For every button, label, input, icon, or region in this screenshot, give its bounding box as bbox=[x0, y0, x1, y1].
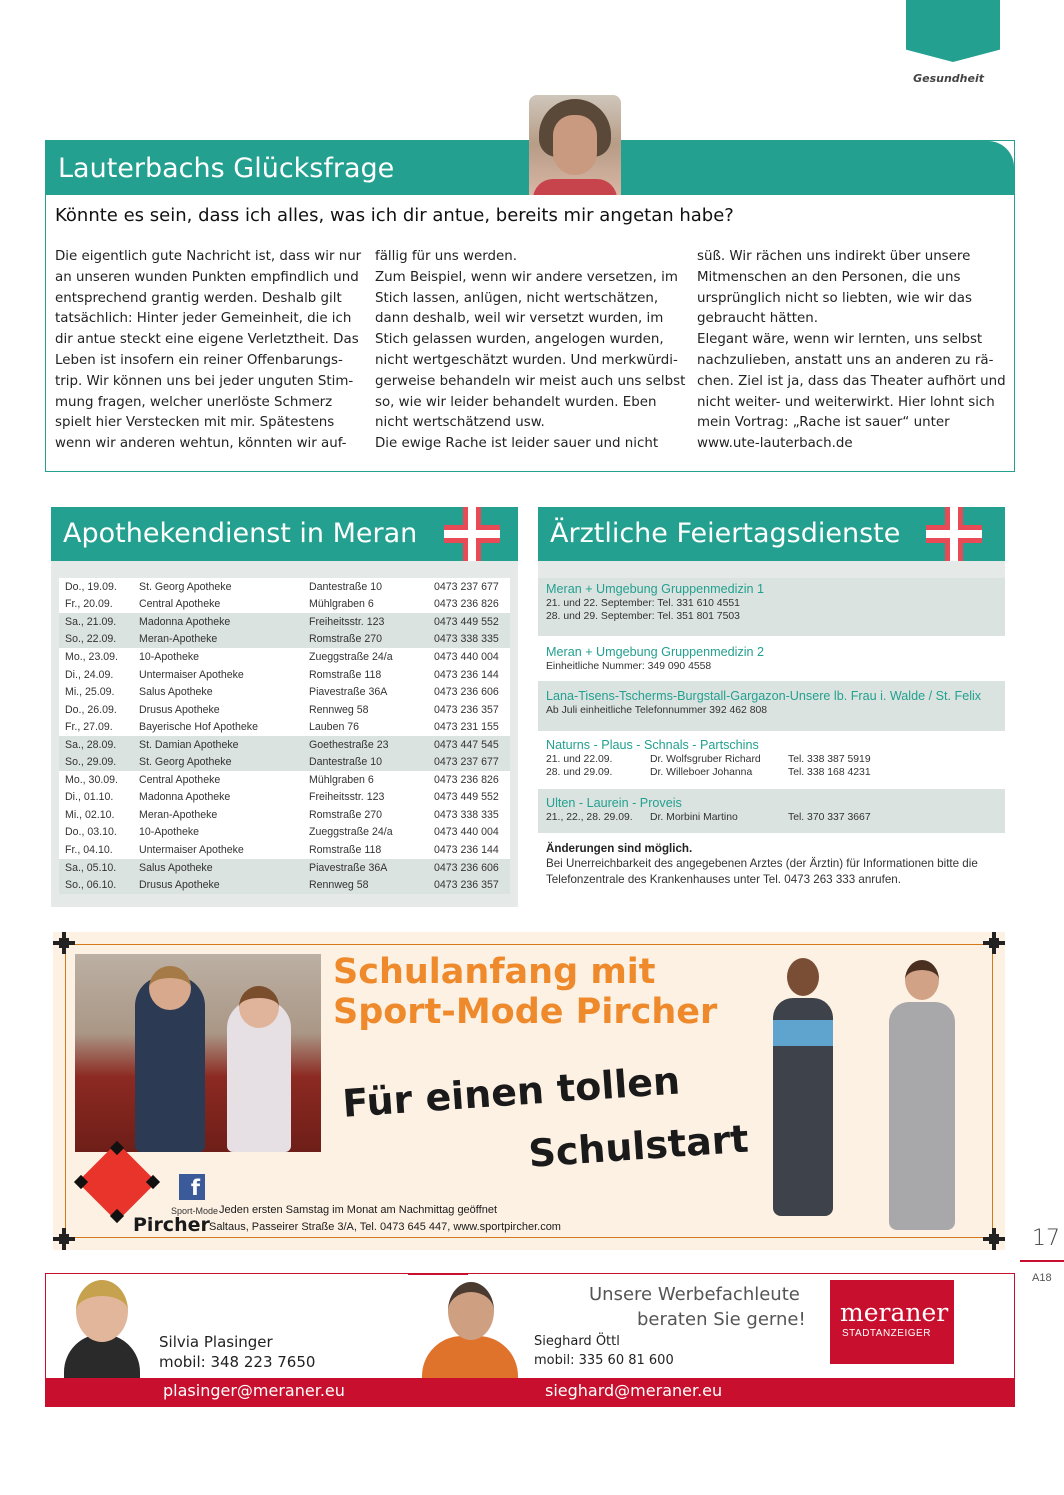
pharmacy-date: So., 22.09. bbox=[65, 633, 117, 646]
doctor-line: 28. und 29.09. Dr. Willeboer Johanna Tel. 338 168 4231 bbox=[546, 767, 871, 778]
pharmacy-name: Untermaiser Apotheke bbox=[139, 668, 244, 681]
pharmacy-date: Do., 26.09. bbox=[65, 703, 117, 716]
page-rule bbox=[1020, 1260, 1064, 1262]
pharmacy-name: Meran-Apotheke bbox=[139, 633, 218, 646]
pharmacy-row bbox=[59, 824, 510, 842]
pharmacy-address: Piavestraße 36A bbox=[309, 686, 388, 699]
page-code: A18 bbox=[1032, 1272, 1052, 1284]
pharmacy-name: Drusus Apotheke bbox=[139, 879, 220, 892]
pharmacy-address: Lauben 76 bbox=[309, 721, 360, 734]
section-tab-marker bbox=[906, 0, 1000, 62]
doctor-note bbox=[538, 833, 1005, 907]
banner-slogan-1: Unsere Werbefachleute bbox=[589, 1284, 800, 1305]
contact-banner bbox=[45, 1273, 1015, 1405]
facebook-icon[interactable]: f bbox=[179, 1174, 205, 1200]
pharmacy-name: Drusus Apotheke bbox=[139, 703, 220, 716]
advertisement bbox=[53, 932, 1005, 1250]
pharmacy-phone: 0473 236 826 bbox=[434, 773, 499, 786]
pharmacy-date: Fr., 20.09. bbox=[65, 598, 113, 611]
pharmacy-row bbox=[59, 648, 510, 666]
pharmacy-row bbox=[59, 631, 510, 649]
pharmacy-name: Salus Apotheke bbox=[139, 861, 213, 874]
pharmacy-date: Sa., 05.10. bbox=[65, 861, 117, 874]
pharmacy-date: Fr., 27.09. bbox=[65, 721, 113, 734]
ad-headline: Schulanfang mit Sport-Mode Pircher bbox=[333, 952, 718, 1032]
pharmacy-row bbox=[59, 859, 510, 877]
doctor-group-4 bbox=[538, 731, 1005, 789]
page-number: 17 bbox=[1032, 1226, 1060, 1251]
pharmacy-date: Sa., 21.09. bbox=[65, 615, 117, 628]
banner-slogan-2: beraten Sie gerne! bbox=[637, 1309, 806, 1330]
pharmacy-address: Romstraße 118 bbox=[309, 843, 382, 856]
article-column-3: süß. Wir rächen uns indirekt über unsere Mitmenschen an den Personen, die uns ursprünglich nicht so liebten, wie wir das gebraucht hätten. Elegant wäre, wenn wir lernten, uns selbst nachzulieben, anstatt uns an anderen zu rä- chen. Ziel ist ja, dass das Theater aufhört und nicht weiter- und weiterwirkt. Hier lohnt sich mein Vortrag: „Rache ist sauer“ unter www.ute-lauterbach.de bbox=[697, 249, 1006, 452]
pharmacy-row bbox=[59, 736, 510, 754]
doctor-group-title: Lana-Tisens-Tscherms-Burgstall-Gargazon-Unsere lb. Frau i. Walde / St. Felix bbox=[546, 689, 982, 703]
pharmacy-phone: 0473 338 335 bbox=[434, 808, 499, 821]
article-body bbox=[55, 247, 1005, 461]
pharmacy-address: Zueggstraße 24/a bbox=[309, 826, 393, 839]
brand-subtitle: Sport-Mode bbox=[171, 1206, 219, 1216]
teen-girl-photo bbox=[889, 1002, 955, 1230]
pharmacy-name: Central Apotheke bbox=[139, 598, 221, 611]
ad-slogan-line-2: Schulstart bbox=[527, 1116, 750, 1176]
pharmacy-date: Do., 19.09. bbox=[65, 580, 117, 593]
pharmacy-address: Dantestraße 10 bbox=[309, 756, 383, 769]
doctor-line: 21. und 22. September: Tel. 331 610 4551 bbox=[546, 598, 740, 609]
ad-slogan-line-1: Für einen tollen bbox=[341, 1058, 682, 1126]
crop-mark bbox=[53, 932, 75, 954]
doctor-group-2 bbox=[538, 636, 1005, 681]
pharmacy-name: 10-Apotheke bbox=[139, 650, 200, 663]
doctor-group-title: Ulten - Laurein - Proveis bbox=[546, 796, 682, 810]
crop-mark bbox=[53, 1228, 75, 1250]
pharmacy-name: 10-Apotheke bbox=[139, 826, 200, 839]
contact-email-bar bbox=[45, 1378, 1015, 1407]
article-box bbox=[45, 140, 1015, 472]
pharmacy-row bbox=[59, 789, 510, 807]
pharmacy-phone: 0473 236 606 bbox=[434, 861, 499, 874]
pharmacy-phone: 0473 236 144 bbox=[434, 668, 499, 681]
article-lead: Könnte es sein, dass ich alles, was ich dir antue, bereits mir angetan habe? bbox=[55, 205, 734, 226]
pharmacy-phone: 0473 449 552 bbox=[434, 615, 499, 628]
author-photo bbox=[529, 95, 621, 195]
article-column-2: fällig für uns werden. Zum Beispiel, wenn wir andere versetzen, im Stich lassen, anlügen, nicht wertschätzen, dann deshalb, weil wir versetzt wurden, im Stich gelassen wurden, angelogen wurden, nicht wertgeschätzt wurden. Und merkwürdi- gerweise behandeln wir meist auch uns selbst so, wie wir leider behandelt wurden. Eben nicht wertschätzend usw. Die ewige Rache ist leider sauer und nicht bbox=[375, 249, 686, 452]
pharmacy-date: Sa., 28.09. bbox=[65, 738, 117, 751]
pharmacy-date: Di., 01.10. bbox=[65, 791, 114, 804]
meraner-logo bbox=[830, 1280, 954, 1364]
avatar-oettl bbox=[414, 1274, 526, 1378]
pharmacy-address: Goethestraße 23 bbox=[309, 738, 389, 751]
logo-subtitle: STADTANZEIGER bbox=[842, 1328, 931, 1339]
brand-name: Pircher bbox=[133, 1214, 210, 1236]
pharmacy-row bbox=[59, 753, 510, 771]
article-title: Lauterbachs Glücksfrage bbox=[58, 153, 395, 184]
pharmacy-address: Rennweg 58 bbox=[309, 703, 369, 716]
pharmacy-row bbox=[59, 578, 510, 596]
children-photo bbox=[75, 954, 321, 1152]
pharmacy-address: Freiheitsstr. 123 bbox=[309, 791, 385, 804]
pharmacy-name: St. Georg Apotheke bbox=[139, 580, 232, 593]
pharmacy-phone: 0473 447 545 bbox=[434, 738, 499, 751]
pharmacy-title: Apothekendienst in Meran bbox=[63, 518, 418, 549]
pharmacy-phone: 0473 236 826 bbox=[434, 598, 499, 611]
pharmacy-header bbox=[51, 507, 518, 561]
pharmacy-row bbox=[59, 841, 510, 859]
pharmacy-address: Mühlgraben 6 bbox=[309, 598, 374, 611]
pharmacy-address: Romstraße 270 bbox=[309, 808, 383, 821]
pharmacy-date: Mi., 25.09. bbox=[65, 686, 115, 699]
doctor-group-title: Naturns - Plaus - Schnals - Partschins bbox=[546, 738, 759, 752]
pharmacy-name: Central Apotheke bbox=[139, 773, 221, 786]
pharmacy-row bbox=[59, 596, 510, 614]
pharmacy-address: Zueggstraße 24/a bbox=[309, 650, 393, 663]
pharmacy-address: Romstraße 118 bbox=[309, 668, 382, 681]
pharmacy-address: Piavestraße 36A bbox=[309, 861, 388, 874]
contact-phone-1: mobil: 348 223 7650 bbox=[159, 1353, 316, 1371]
pharmacy-date: Di., 24.09. bbox=[65, 668, 114, 681]
doctor-line: 21. und 22.09. Dr. Wolfsgruber Richard Tel. 338 387 5919 bbox=[546, 754, 871, 765]
pharmacy-row bbox=[59, 666, 510, 684]
email-link-1[interactable]: plasinger@meraner.eu bbox=[163, 1381, 345, 1400]
contact-phone-2: mobil: 335 60 81 600 bbox=[534, 1353, 674, 1368]
medical-cross-icon bbox=[444, 507, 500, 561]
note-heading: Änderungen sind möglich. bbox=[546, 842, 693, 855]
pharmacy-phone: 0473 237 677 bbox=[434, 580, 499, 593]
doctor-group-3 bbox=[538, 681, 1005, 731]
crop-mark bbox=[983, 932, 1005, 954]
pharmacy-phone: 0473 237 677 bbox=[434, 756, 499, 769]
logo-word: meraner bbox=[840, 1298, 949, 1327]
pharmacy-address: Romstraße 270 bbox=[309, 633, 383, 646]
doctor-group-5 bbox=[538, 789, 1005, 833]
pharmacy-phone: 0473 440 004 bbox=[434, 826, 499, 839]
pharmacy-phone: 0473 449 552 bbox=[434, 791, 499, 804]
pharmacy-date: Mi., 02.10. bbox=[65, 808, 115, 821]
pharmacy-name: Salus Apotheke bbox=[139, 686, 213, 699]
doctor-group-title: Meran + Umgebung Gruppenmedizin 1 bbox=[546, 582, 765, 596]
pharmacy-row bbox=[59, 613, 510, 631]
pharmacy-row bbox=[59, 701, 510, 719]
doctor-line: 21., 22., 28. 29.09. Dr. Morbini Martino Tel. 370 337 3667 bbox=[546, 812, 871, 823]
pharmacy-phone: 0473 338 335 bbox=[434, 633, 499, 646]
pharmacy-name: Untermaiser Apotheke bbox=[139, 843, 244, 856]
pharmacy-address: Dantestraße 10 bbox=[309, 580, 383, 593]
pharmacy-address: Mühlgraben 6 bbox=[309, 773, 374, 786]
avatar-plasinger bbox=[58, 1274, 146, 1378]
pharmacy-date: Do., 03.10. bbox=[65, 826, 117, 839]
pharmacy-phone: 0473 440 004 bbox=[434, 650, 499, 663]
pharmacy-phone: 0473 236 357 bbox=[434, 879, 499, 892]
pharmacy-name: Bayerische Hof Apotheke bbox=[139, 721, 258, 734]
contact-name-2: Sieghard Öttl bbox=[534, 1334, 620, 1349]
ad-opening-hours: Jeden ersten Samstag im Monat am Nachmittag geöffnet bbox=[219, 1204, 497, 1216]
pharmacy-name: St. Damian Apotheke bbox=[139, 738, 239, 751]
pharmacy-phone: 0473 231 155 bbox=[434, 721, 499, 734]
pharmacy-phone: 0473 236 144 bbox=[434, 843, 499, 856]
pharmacy-name: Madonna Apotheke bbox=[139, 615, 231, 628]
ad-address: Saltaus, Passeirer Straße 3/A, Tel. 0473 645 447, www.sportpircher.com bbox=[209, 1221, 561, 1233]
pharmacy-row bbox=[59, 683, 510, 701]
pharmacy-address: Rennweg 58 bbox=[309, 879, 369, 892]
doctor-group-title: Meran + Umgebung Gruppenmedizin 2 bbox=[546, 645, 765, 659]
pharmacy-table bbox=[59, 578, 510, 894]
note-text: Bei Unerreichbarkeit des angegebenen Arztes (der Ärztin) für Informationen bitte die Telefonzentrale des Krankenhauses unter Tel. 0473 263 333 anrufen. bbox=[546, 857, 978, 886]
pharmacy-row bbox=[59, 718, 510, 736]
doctors-box bbox=[538, 507, 1005, 907]
doctors-header bbox=[538, 507, 1005, 561]
teen-boy-photo bbox=[773, 998, 833, 1216]
section-label: Gesundheit bbox=[913, 72, 984, 85]
pharmacy-phone: 0473 236 606 bbox=[434, 686, 499, 699]
pharmacy-name: Madonna Apotheke bbox=[139, 791, 231, 804]
doctor-line: 28. und 29. September: Tel. 351 801 7503 bbox=[546, 611, 740, 622]
pharmacy-date: So., 06.10. bbox=[65, 879, 117, 892]
doctors-title: Ärztliche Feiertagsdienste bbox=[550, 518, 901, 549]
crop-mark bbox=[983, 1228, 1005, 1250]
doctor-line: Einheitliche Nummer: 349 090 4558 bbox=[546, 661, 712, 672]
pharmacy-row bbox=[59, 806, 510, 824]
pharmacy-name: Meran-Apotheke bbox=[139, 808, 218, 821]
pharmacy-row bbox=[59, 771, 510, 789]
email-link-2[interactable]: sieghard@meraner.eu bbox=[545, 1381, 723, 1400]
pharmacy-date: Mo., 30.09. bbox=[65, 773, 118, 786]
doctor-group-1 bbox=[538, 578, 1005, 636]
doctor-line: Ab Juli einheitliche Telefonnummer 392 462 808 bbox=[546, 705, 768, 716]
article-column-1: Die eigentlich gute Nachricht ist, dass wir nur an unseren wunden Punkten empfindlich und entsprechend grantig werden. Deshalb gilt tatsächlich: Hinter jeder Gemeinheit, die ich dir antue steckt eine eigene Verletztheit. Das Leben ist insofern ein reiner Offenbarungs- trip. Wir können uns bei jeder unguten Stim- mung fragen, welcher unerlöste Schmerz spielt hier Verstecken mit mir. Spätestens wenn wir anderen wehtun, könnten wir auf- bbox=[55, 249, 362, 452]
contact-name-1: Silvia Plasinger bbox=[159, 1333, 273, 1351]
pharmacy-name: St. Georg Apotheke bbox=[139, 756, 232, 769]
pharmacy-box bbox=[51, 507, 518, 907]
pharmacy-date: So., 29.09. bbox=[65, 756, 117, 769]
pharmacy-phone: 0473 236 357 bbox=[434, 703, 499, 716]
pharmacy-row bbox=[59, 876, 510, 894]
pharmacy-date: Fr., 04.10. bbox=[65, 843, 113, 856]
medical-cross-icon bbox=[926, 507, 982, 561]
pharmacy-address: Freiheitsstr. 123 bbox=[309, 615, 385, 628]
pharmacy-date: Mo., 23.09. bbox=[65, 650, 118, 663]
